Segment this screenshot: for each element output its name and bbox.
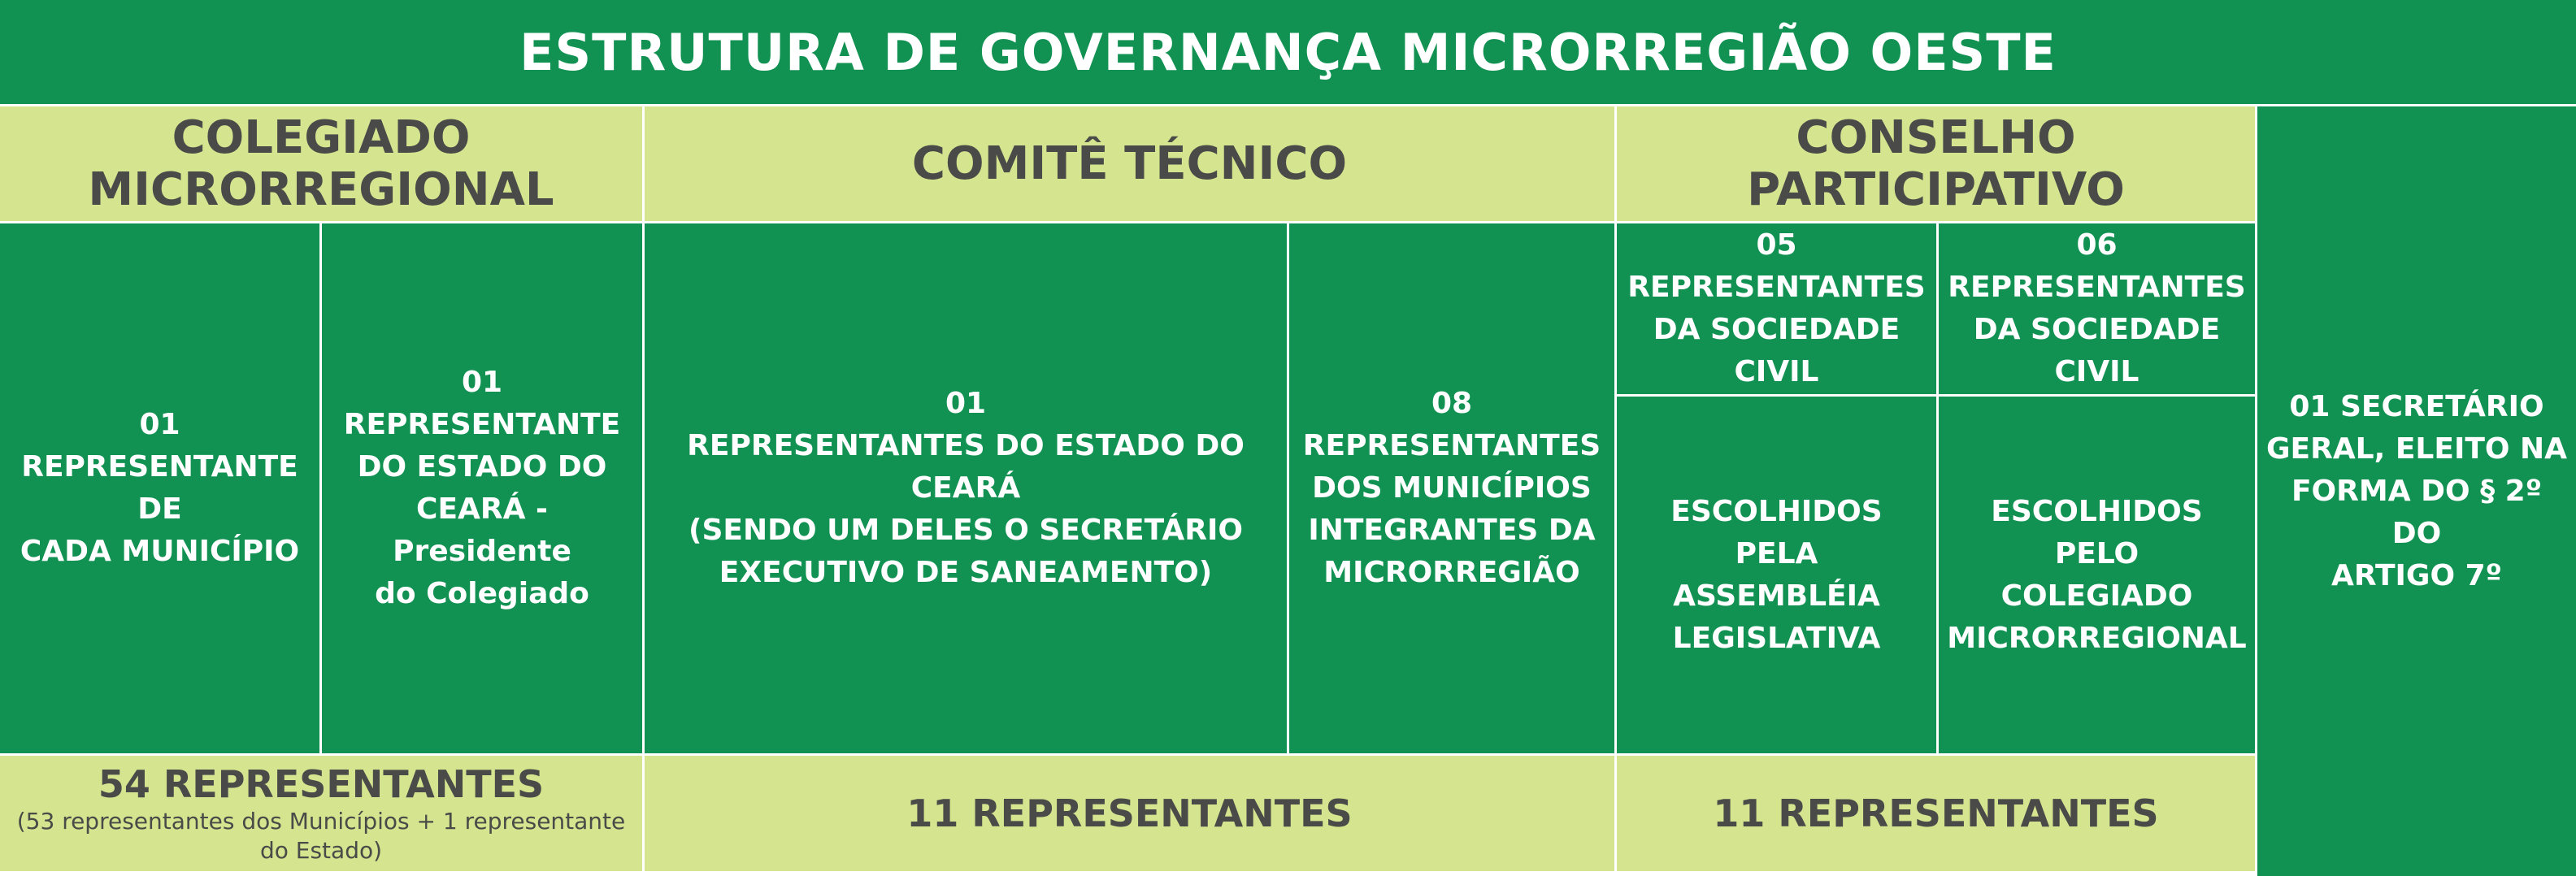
comite-estado-cell bbox=[645, 223, 1287, 753]
header-comite-label: COMITÊ TÉCNICO bbox=[911, 137, 1348, 190]
conselho-col2-choice-cell bbox=[1939, 397, 2255, 753]
colegiado-estado-text: 01 REPRESENTANTE DO ESTADO DO CEARÁ - Presidente do Colegiado bbox=[343, 366, 621, 610]
comite-municipios-cell bbox=[1289, 223, 1614, 753]
conselho-col1-choice-cell bbox=[1617, 397, 1936, 753]
colegiado-municipios-text: 01 REPRESENTANTE DE CADA MUNICÍPIO bbox=[20, 408, 300, 568]
total-conselho-cell bbox=[1617, 756, 2255, 871]
total-comite: 11 REPRESENTANTES bbox=[906, 791, 1353, 835]
header-conselho-label: CONSELHO PARTICIPATIVO bbox=[1747, 111, 2125, 216]
total-colegiado: 54 REPRESENTANTES bbox=[98, 762, 545, 806]
header-comite bbox=[645, 106, 1614, 221]
secretario-text: 01 SECRETÁRIO GERAL, ELEITO NA FORMA DO § 2º DO ARTIGO 7º bbox=[2265, 389, 2568, 592]
total-conselho: 11 REPRESENTANTES bbox=[1713, 791, 2159, 835]
page-title: ESTRUTURA DE GOVERNANÇA MICRORREGIÃO OESTE bbox=[519, 22, 2057, 82]
conselho-col2-count-text: 06 REPRESENTANTES DA SOCIEDADE CIVIL bbox=[1948, 228, 2246, 388]
secretario-cell bbox=[2257, 106, 2576, 876]
header-colegiado bbox=[0, 106, 642, 221]
colegiado-municipios-cell bbox=[0, 223, 319, 753]
conselho-col2-count-cell bbox=[1939, 223, 2255, 394]
total-colegiado-note: (53 representantes dos Municípios + 1 representante do Estado) bbox=[16, 808, 626, 864]
total-colegiado-cell bbox=[0, 756, 642, 871]
header-colegiado-label: COLEGIADO MICRORREGIONAL bbox=[88, 111, 554, 216]
title-bar bbox=[0, 0, 2576, 104]
conselho-col1-count-cell bbox=[1617, 223, 1936, 394]
colegiado-estado-cell bbox=[322, 223, 642, 753]
conselho-col1-choice-text: ESCOLHIDOS PELA ASSEMBLÉIA LEGISLATIVA bbox=[1670, 494, 1883, 655]
header-conselho bbox=[1617, 106, 2255, 221]
total-comite-cell bbox=[645, 756, 1614, 871]
conselho-col2-choice-text: ESCOLHIDOS PELO COLEGIADO MICRORREGIONAL bbox=[1947, 494, 2247, 655]
comite-estado-text: 01 REPRESENTANTES DO ESTADO DO CEARÁ (SENDO UM DELES O SECRETÁRIO EXECUTIVO DE SANEAMENTO) bbox=[687, 387, 1245, 589]
comite-municipios-text: 08 REPRESENTANTES DOS MUNICÍPIOS INTEGRANTES DA MICRORREGIÃO bbox=[1302, 387, 1601, 589]
conselho-col1-count-text: 05 REPRESENTANTES DA SOCIEDADE CIVIL bbox=[1627, 228, 1926, 388]
